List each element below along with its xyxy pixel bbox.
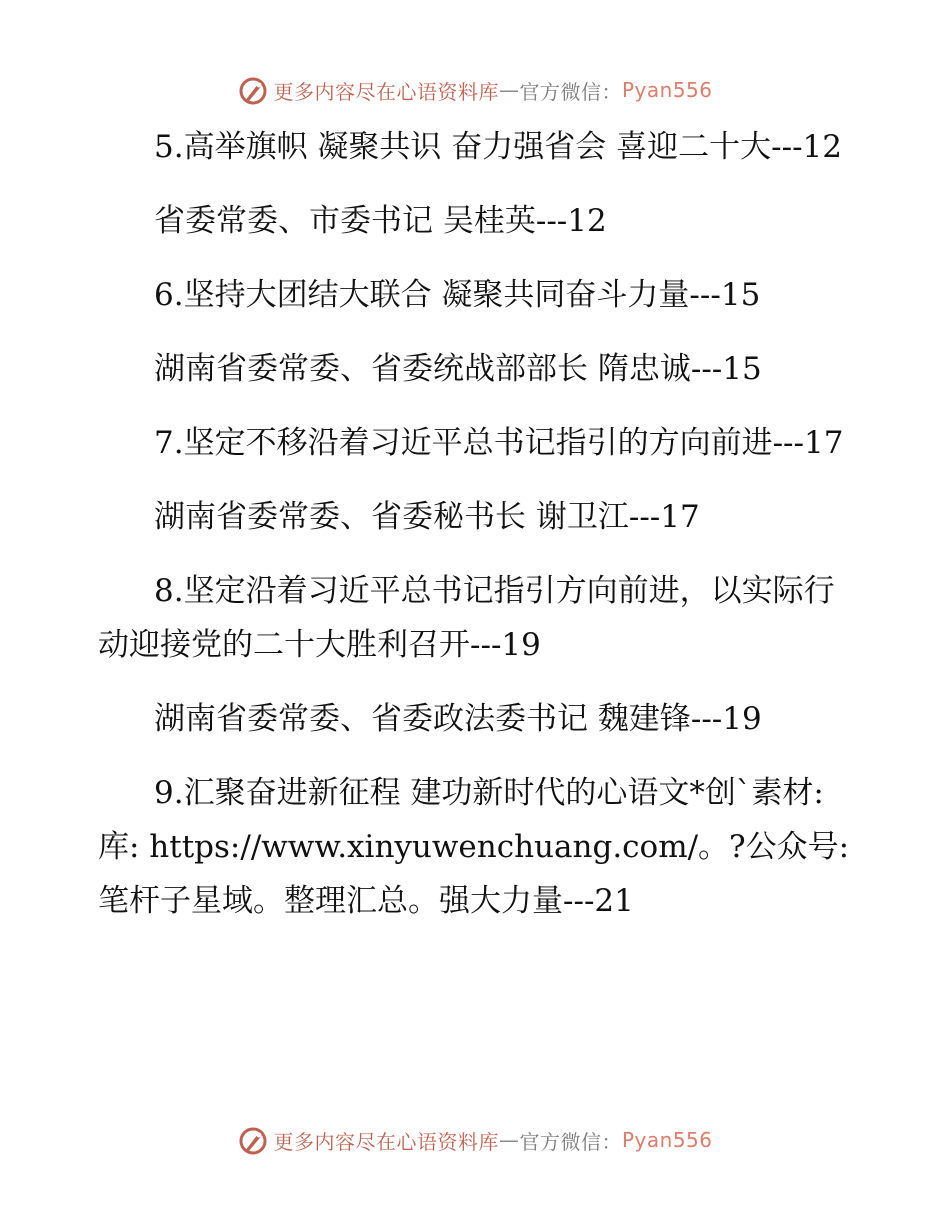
toc-entry-9: 9.汇聚奋进新征程 建功新时代的心语文*创`素材:库: https://www.xinyuwenchuang.com/。?公众号: 笔杆子星域。整理汇总。强大力量---21 xyxy=(98,775,850,919)
toc-entry-8: 8.坚定沿着习近平总书记指引方向前进，以实际行动迎接党的二十大胜利召开---19 xyxy=(98,573,835,663)
footer-watermark xyxy=(0,1120,950,1160)
quill-logo-icon xyxy=(237,1124,269,1156)
watermark-lead: 更多内容尽在心语资料库 xyxy=(273,1129,499,1154)
header-watermark xyxy=(0,70,950,110)
watermark-id: Pyan556 xyxy=(621,78,713,102)
watermark-wechat: 官方微信： xyxy=(519,1129,622,1154)
watermark-lead: 更多内容尽在心语资料库 xyxy=(273,79,499,104)
toc-entry-7: 7.坚定不移沿着习近平总书记指引的方向前进---17 xyxy=(154,425,844,461)
toc-author-8: 湖南省委常委、省委政法委书记 魏建锋---19 xyxy=(154,701,762,737)
toc-entry-5: 5.高举旗帜 凝聚共识 奋力强省会 喜迎二十大---12 xyxy=(154,129,843,165)
toc-body xyxy=(98,120,858,948)
toc-entry-6: 6.坚持大团结大联合 凝聚共同奋斗力量---15 xyxy=(154,277,761,313)
quill-logo-icon xyxy=(237,74,269,106)
toc-author-7: 湖南省委常委、省委秘书长 谢卫江---17 xyxy=(154,499,700,535)
watermark-dash: — xyxy=(498,1128,520,1152)
watermark-wechat: 官方微信： xyxy=(519,79,622,104)
toc-author-6: 湖南省委常委、省委统战部部长 隋忠诚---15 xyxy=(154,351,762,387)
toc-author-5: 省委常委、市委书记 吴桂英---12 xyxy=(154,203,607,239)
watermark-id: Pyan556 xyxy=(621,1128,713,1152)
watermark-dash: — xyxy=(498,78,520,102)
